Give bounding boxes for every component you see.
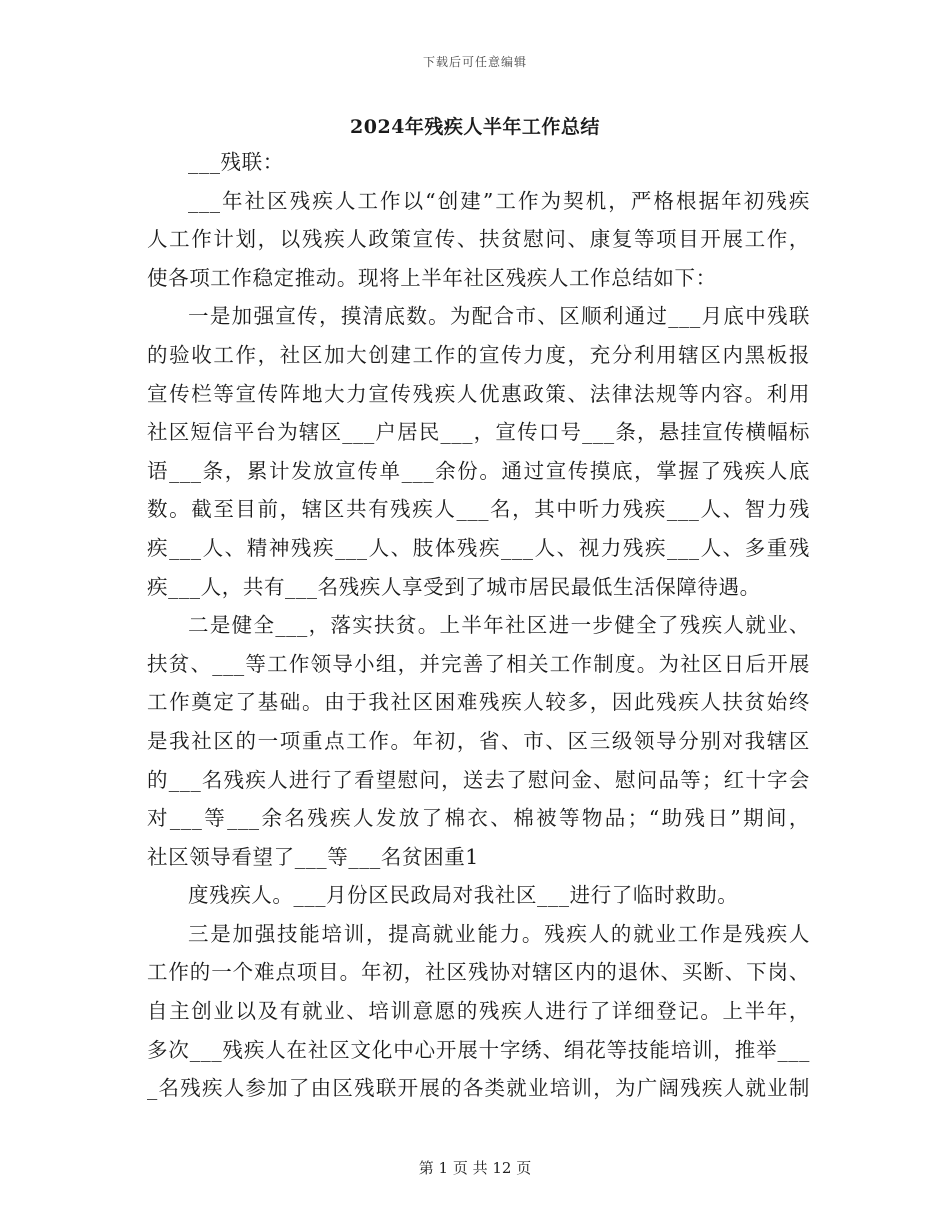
- body-line: 度残疾人。___月份区民政局对我社区___进行了临时救助。: [188, 883, 739, 908]
- body-line: 的___名残疾人进行了看望慰问，送去了慰问金、慰问品等；红十字会: [147, 767, 810, 792]
- body-line: 人工作计划，以残疾人政策宣传、扶贫慰问、康复等项目开展工作，: [147, 227, 810, 252]
- document-body: [147, 149, 810, 1114]
- body-line: 数。截至目前，辖区共有残疾人___名，其中听力残疾___人、智力残: [147, 497, 810, 522]
- header-note: 下载后可任意编辑: [422, 55, 527, 69]
- body-line: 使各项工作稳定推动。现将上半年社区残疾人工作总结如下：: [147, 265, 717, 290]
- body-line: 的验收工作，社区加大创建工作的宣传力度，充分利用辖区内黑板报: [147, 342, 810, 367]
- document-title: 2024年残疾人半年工作总结: [350, 116, 600, 138]
- body-line: 是我社区的一项重点工作。年初，省、市、区三级领导分别对我辖区: [147, 728, 810, 753]
- body-line: 扶贫、___等工作领导小组，并完善了相关工作制度。为社区日后开展: [147, 651, 810, 676]
- body-line: ___年社区残疾人工作以“创建”工作为契机，严格根据年初残疾: [188, 188, 810, 213]
- body-line: 工作的一个难点项目。年初，社区残协对辖区内的退休、买断、下岗、: [147, 960, 810, 985]
- body-line: 工作奠定了基础。由于我社区困难残疾人较多，因此残疾人扶贫始终: [147, 690, 810, 715]
- body-line: 一是加强宣传，摸清底数。为配合市、区顺利通过___月底中残联: [188, 304, 810, 329]
- body-line: 自主创业以及有就业、培训意愿的残疾人进行了详细登记。上半年，: [147, 999, 810, 1024]
- body-line: 社区短信平台为辖区___户居民___，宣传口号___条，悬挂宣传横幅标: [147, 420, 810, 445]
- body-line: 疾___人、精神残疾___人、肢体残疾___人、视力残疾___人、多重残: [147, 535, 810, 560]
- body-line: ___残联：: [188, 150, 284, 174]
- body-line: 语___条，累计发放宣传单___余份。通过宣传摸底，掌握了残疾人底: [147, 458, 810, 483]
- body-line: 多次___残疾人在社区文化中心开展十字绣、绢花等技能培训，推举___: [147, 1037, 810, 1062]
- body-line: 疾___人，共有___名残疾人享受到了城市居民最低生活保障待遇。: [147, 574, 761, 599]
- body-line: 二是健全___，落实扶贫。上半年社区进一步健全了残疾人就业、: [188, 613, 810, 638]
- body-line: 社区领导看望了___等___名贫困重1: [147, 844, 479, 869]
- body-line: 三是加强技能培训，提高就业能力。残疾人的就业工作是残疾人: [188, 921, 810, 946]
- body-line: 对___等___余名残疾人发放了棉衣、棉被等物品；“助残日”期间，: [147, 806, 810, 831]
- body-line: 宣传栏等宣传阵地大力宣传残疾人优惠政策、法律法规等内容。利用: [147, 381, 810, 406]
- body-line: _名残疾人参加了由区残联开展的各类就业培训，为广阔残疾人就业制: [147, 1076, 810, 1101]
- page-footer: 第 1 页 共 12 页: [418, 1159, 532, 1177]
